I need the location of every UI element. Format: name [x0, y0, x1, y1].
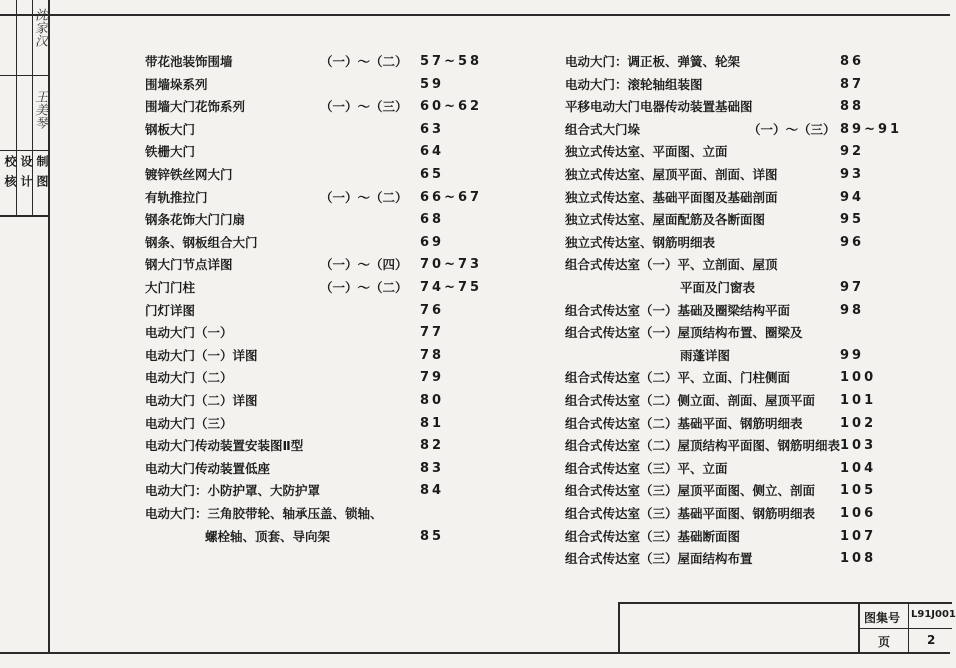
- contents-entry-page: 97: [840, 280, 865, 295]
- contents-entry-page: 98: [840, 302, 865, 318]
- contents-entry-page: 105: [840, 483, 877, 499]
- contents-entry-title: 平移电动大门电器传动装置基础图: [565, 99, 753, 115]
- contents-entry-title: 组合式传达室（三）平、立面: [565, 460, 728, 476]
- contents-entry-page: 96: [840, 234, 865, 250]
- contents-entry-title: 有轨推拉门: [145, 189, 208, 205]
- page-number: 2: [927, 633, 936, 647]
- contents-entry-range: （一）～（二）: [320, 189, 408, 205]
- contents-entry-title: 电动大门（一）: [145, 325, 233, 341]
- contents-entry-page: 65: [420, 167, 445, 182]
- contents-entry-title: 组合式大门垛: [565, 121, 641, 137]
- contents-entry-title: 组合式传达室（三）基础断面图: [565, 528, 741, 544]
- contents-entry-title: 组合式传达室（二）侧立面、剖面、屋顶平面: [565, 393, 816, 408]
- contents-entry-title: 带花池装饰围墙: [145, 54, 233, 69]
- contents-entry-title: 平面及门窗表: [680, 280, 756, 295]
- contents-entry-title: 钢条、钢板组合大门: [145, 234, 258, 250]
- contents-entry-page: 87: [840, 76, 865, 92]
- contents-entry-title: 组合式传达室（二）屋顶结构平面图、钢筋明细表: [565, 438, 841, 454]
- contents-entry-title: 电动大门：小防护罩、大防护罩: [145, 483, 321, 499]
- contents-entry-page: 70~73: [420, 257, 483, 273]
- contents-entry-page: 86: [840, 54, 865, 69]
- contents-entry-title: 电动大门（二）详图: [145, 393, 258, 408]
- contents-entry-title: 电动大门传动装置低座: [145, 460, 271, 476]
- contents-entry-range: （一）～（二）: [320, 54, 408, 69]
- contents-entry-title: 电动大门：三角胶带轮、轴承压盖、锁轴、: [145, 506, 383, 521]
- contents-entry-title: 雨蓬详图: [680, 347, 731, 363]
- signature-checker: 沈家汉: [32, 8, 47, 47]
- frame-top-border: [0, 14, 950, 16]
- stamp-label-check: 校 核: [3, 155, 17, 190]
- contents-entry-page: 80: [420, 393, 445, 408]
- contents-entry-page: 77: [420, 325, 445, 341]
- contents-entry-page: 108: [840, 551, 877, 567]
- contents-entry-page: 103: [840, 438, 877, 454]
- contents-entry-title: 钢板大门: [145, 121, 196, 137]
- contents-entry-page: 88: [840, 99, 865, 115]
- contents-entry-title: 电动大门：滚轮轴组装图: [565, 76, 703, 92]
- contents-entry-title: 独立式传达室、屋面配筋及各断面图: [565, 212, 766, 228]
- contents-entry-page: 78: [420, 347, 445, 363]
- contents-entry-title: 镀锌铁丝网大门: [145, 167, 233, 182]
- contents-entry-title: 组合式传达室（三）屋面结构布置: [565, 551, 753, 567]
- contents-entry-title: 组合式传达室（一）屋顶结构布置、圈梁及: [565, 325, 803, 341]
- contents-entry-title: 螺栓轴、顶套、导向架: [205, 528, 331, 544]
- contents-entry-page: 69: [420, 234, 445, 250]
- contents-entry-page: 74~75: [420, 280, 483, 295]
- contents-entry-page: 106: [840, 506, 877, 521]
- contents-entry-title: 独立式传达室、基础平面图及基础剖面: [565, 189, 778, 205]
- contents-entry-title: 电动大门传动装置安装图Ⅱ型: [145, 438, 304, 454]
- contents-entry-title: 独立式传达室、钢筋明细表: [565, 234, 716, 250]
- contents-entry-title: 组合式传达室（一）平、立剖面、屋顶: [565, 257, 778, 273]
- contents-entry-title: 电动大门（一）详图: [145, 347, 258, 363]
- contents-entry-title: 电动大门：调正板、弹簧、轮架: [565, 54, 741, 69]
- contents-entry-page: 85: [420, 528, 445, 544]
- contents-entry-page: 63: [420, 121, 445, 137]
- contents-entry-page: 104: [840, 460, 877, 476]
- stamp-label-draw: 制 图: [35, 155, 49, 190]
- contents-entry-range: （一）～（三）: [748, 121, 836, 137]
- contents-entry-page: 82: [420, 438, 445, 454]
- contents-entry-page: 94: [840, 189, 865, 205]
- contents-entry-page: 83: [420, 460, 445, 476]
- contents-entry-page: 79: [420, 370, 445, 386]
- contents-entry-title: 大门门柱: [145, 280, 196, 295]
- contents-entry-page: 66~67: [420, 189, 483, 205]
- contents-entry-page: 101: [840, 393, 877, 408]
- contents-entry-range: （一）～（三）: [320, 99, 408, 115]
- contents-entry-page: 68: [420, 212, 445, 228]
- atlas-number-label: 图集号: [864, 611, 901, 625]
- atlas-number-value: L91J001: [911, 609, 956, 620]
- approval-stamp: [0, 0, 50, 217]
- page-label: 页: [878, 635, 891, 649]
- contents-entry-title: 电动大门（二）: [145, 370, 233, 386]
- contents-entry-title: 围墙垛系列: [145, 76, 208, 92]
- contents-entry-page: 64: [420, 144, 445, 160]
- contents-entry-page: 60~62: [420, 99, 483, 115]
- contents-entry-page: 81: [420, 415, 445, 431]
- contents-entry-title: 围墙大门花饰系列: [145, 99, 246, 115]
- stamp-label-design: 设 计: [19, 155, 33, 190]
- contents-entry-page: 59: [420, 76, 445, 92]
- contents-entry-page: 107: [840, 528, 877, 544]
- contents-entry-title: 门灯详图: [145, 302, 196, 318]
- contents-entry-page: 100: [840, 370, 877, 386]
- contents-entry-page: 89~91: [840, 121, 903, 137]
- contents-entry-title: 组合式传达室（一）基础及圈梁结构平面: [565, 302, 791, 318]
- contents-entry-title: 组合式传达室（二）平、立面、门柱侧面: [565, 370, 791, 386]
- contents-entry-page: 93: [840, 167, 865, 182]
- contents-entry-title: 独立式传达室、平面图、立面: [565, 144, 728, 160]
- contents-entry-title: 组合式传达室（三）基础平面图、钢筋明细表: [565, 506, 816, 521]
- signature-designer: 王美琴: [32, 90, 47, 129]
- contents-entry-page: 95: [840, 212, 865, 228]
- contents-entry-title: 钢条花饰大门门扇: [145, 212, 246, 228]
- contents-entry-title: 铁栅大门: [145, 144, 196, 160]
- contents-entry-page: 57~58: [420, 54, 483, 69]
- title-block: [618, 602, 956, 654]
- contents-entry-title: 组合式传达室（二）基础平面、钢筋明细表: [565, 415, 803, 431]
- contents-entry-page: 92: [840, 144, 865, 160]
- contents-entry-title: 组合式传达室（三）屋顶平面图、侧立、剖面: [565, 483, 816, 499]
- contents-entry-title: 独立式传达室、屋顶平面、剖面、详图: [565, 167, 778, 182]
- contents-entry-range: （一）～（二）: [320, 280, 408, 295]
- contents-entry-title: 钢大门节点详图: [145, 257, 233, 273]
- contents-entry-page: 102: [840, 415, 877, 431]
- contents-entry-title: 电动大门（三）: [145, 415, 233, 431]
- contents-entry-page: 76: [420, 302, 445, 318]
- contents-entry-page: 84: [420, 483, 445, 499]
- contents-entry-page: 99: [840, 347, 865, 363]
- contents-entry-range: （一）～（四）: [320, 257, 408, 273]
